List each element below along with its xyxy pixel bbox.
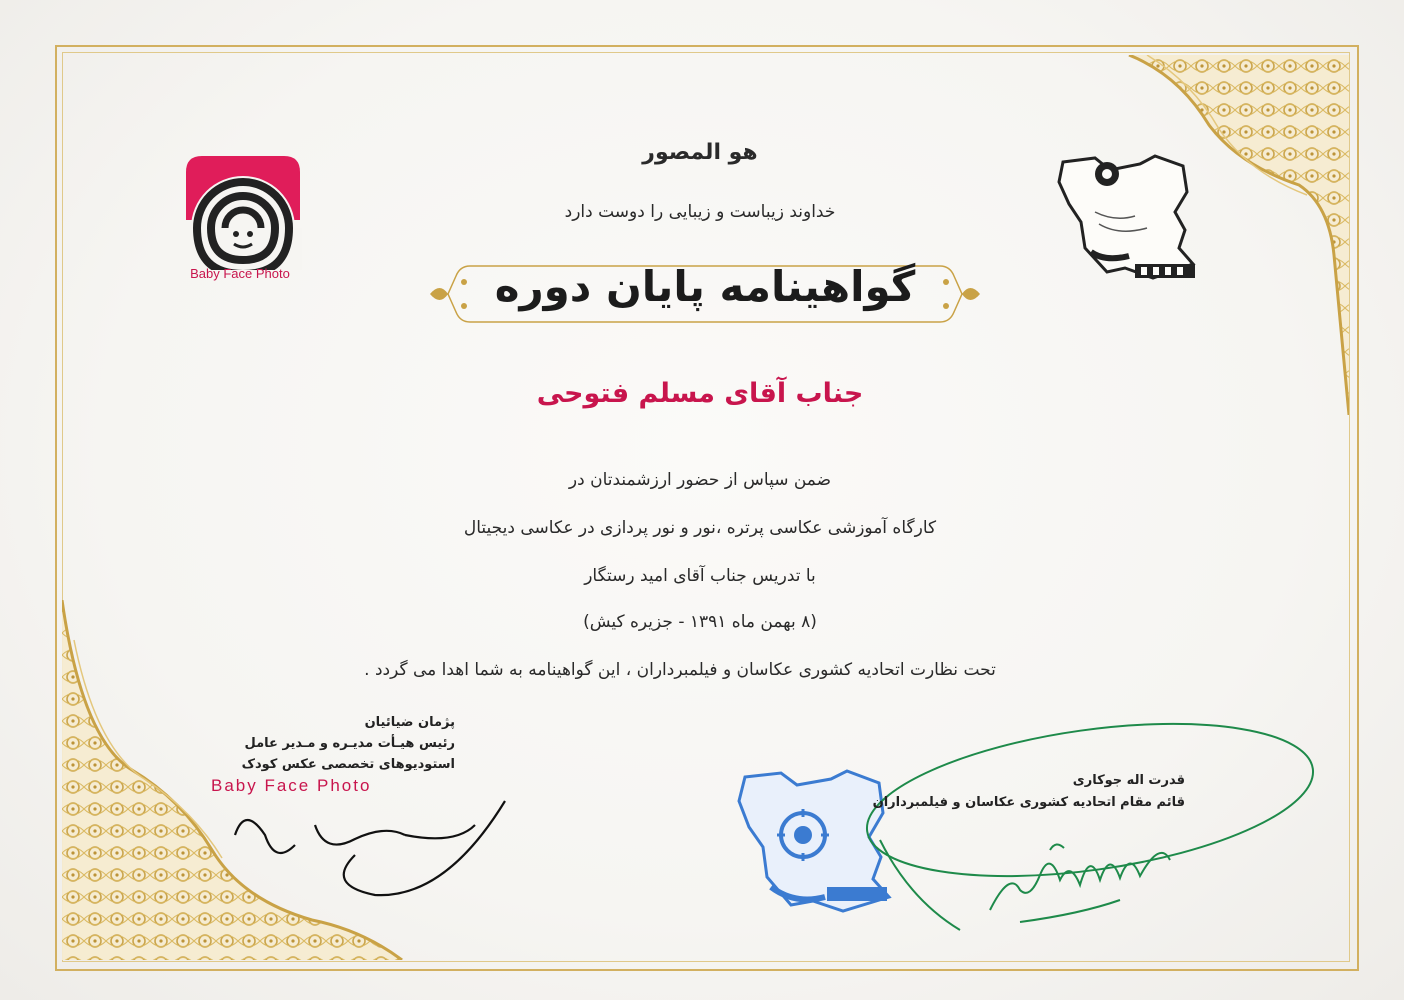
signatory-left-role: رئیس هیـأت مدیـره و مـدیر عامل xyxy=(244,736,455,751)
signatory-right-name: قدرت اله جوکاری xyxy=(1072,773,1185,788)
title-cartouche xyxy=(430,262,980,326)
signatory-left-brand: Baby Face Photo xyxy=(211,776,372,795)
signatory-right xyxy=(860,770,1185,814)
motto: هو المصور xyxy=(642,140,758,165)
signatory-left-name: پژمان ضیائیان xyxy=(364,715,455,730)
signatory-right-role: قائم مقام اتحادیه کشوری عکاسان و فیلمبرداران xyxy=(872,795,1185,810)
subtitle: خداوند زیباست و زیبایی را دوست دارد xyxy=(564,202,836,222)
signatory-left-org: استودیوهای تخصصی عکس کودک xyxy=(241,757,455,772)
certificate-title: گواهینامه پایان دوره xyxy=(494,262,916,311)
signature-right xyxy=(820,700,1320,940)
body-line-5: تحت نظارت اتحادیه کشوری عکاسان و فیلمبرداران ، این گواهینامه به شما اهدا می گردد . xyxy=(364,660,996,680)
signatory-left xyxy=(195,712,455,796)
body-line-4: (۸ بهمن ماه ۱۳۹۱ - جزیره کیش) xyxy=(583,612,817,632)
body-line-1: ضمن سپاس از حضور ارزشمندتان در xyxy=(568,470,832,490)
baby-face-logo-icon xyxy=(178,150,308,285)
baby-face-logo-caption: Baby Face Photo xyxy=(190,266,290,281)
signature-left xyxy=(225,795,515,915)
recipient-name: جناب آقای مسلم فتوحی xyxy=(536,378,864,409)
body-line-3: با تدریس جناب آقای امید رستگار xyxy=(584,566,816,586)
body-line-2: کارگاه آموزشی عکاسی پرتره ،نور و نور پردازی در عکاسی دیجیتال xyxy=(463,518,937,538)
